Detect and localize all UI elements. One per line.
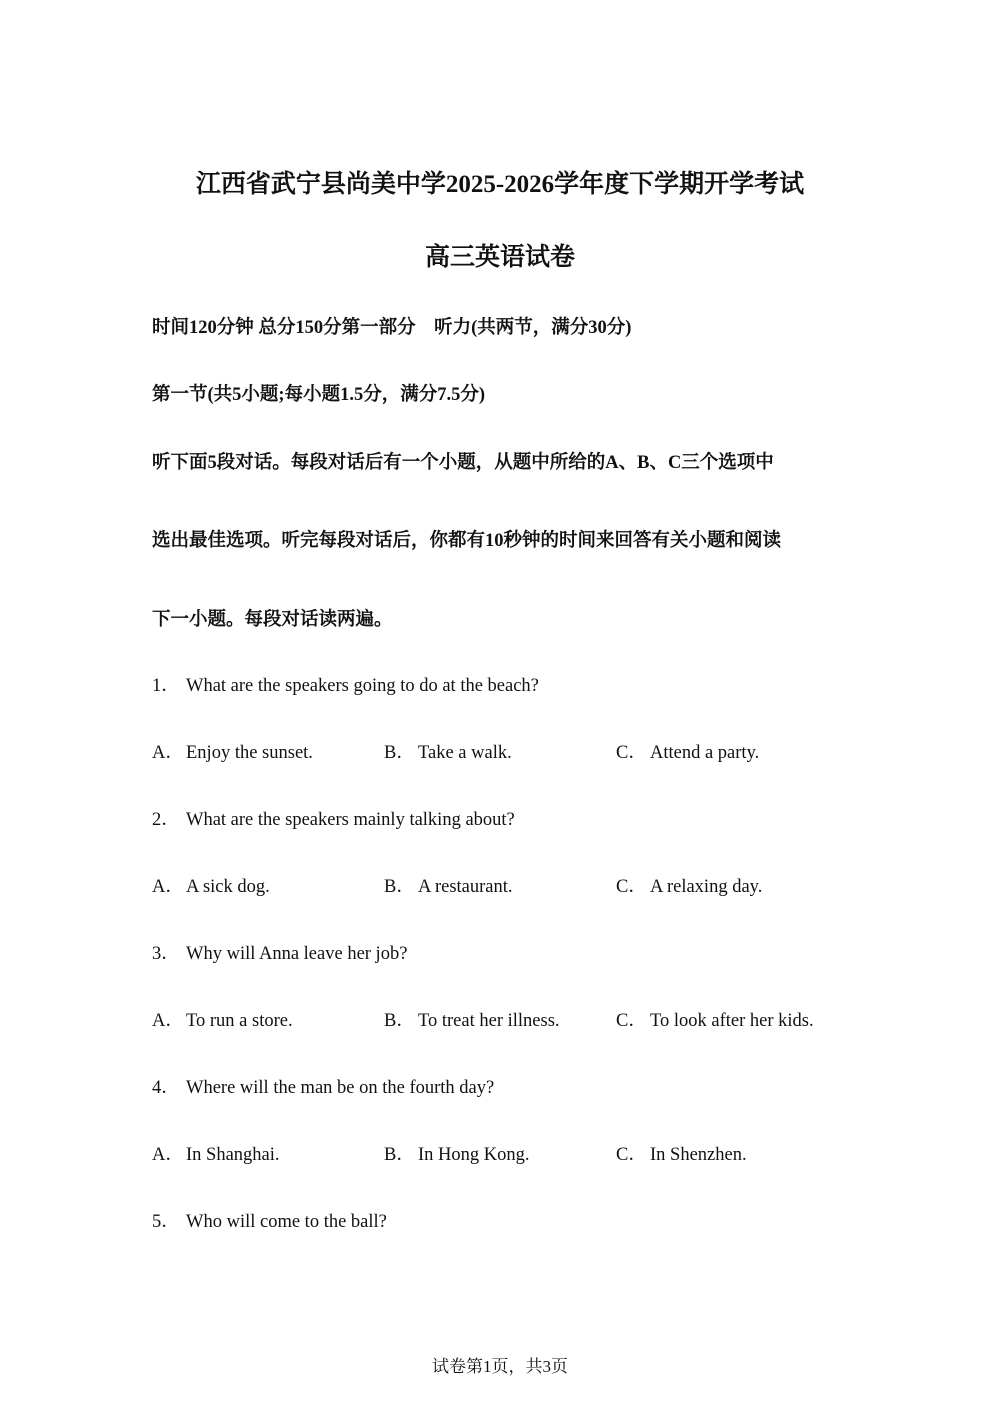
page-footer: 试卷第1页，共3页 bbox=[432, 1357, 568, 1376]
option-letter: C． bbox=[616, 1145, 647, 1165]
question-text: Who will come to the ball? bbox=[186, 1212, 387, 1232]
option-text: In Shenzhen. bbox=[650, 1145, 747, 1165]
option-text: In Shanghai. bbox=[186, 1145, 280, 1165]
instruction-line: 听下面5段对话。每段对话后有一个小题，从题中所给的A、B、C三个选项中 bbox=[152, 453, 774, 473]
question-number: 2． bbox=[152, 810, 180, 830]
option-text: To look after her kids. bbox=[650, 1011, 814, 1031]
question-1 bbox=[152, 674, 539, 698]
option-letter: A． bbox=[152, 877, 184, 897]
question-4 bbox=[152, 1076, 494, 1100]
option-text: Enjoy the sunset. bbox=[186, 743, 313, 763]
option-letter: A． bbox=[152, 1011, 184, 1031]
question-text: Why will Anna leave her job? bbox=[186, 944, 408, 964]
question-text: Where will the man be on the fourth day? bbox=[186, 1078, 495, 1098]
question-text: What are the speakers mainly talking about? bbox=[186, 810, 515, 830]
option-letter: B． bbox=[384, 1145, 415, 1165]
question-number: 3． bbox=[152, 944, 180, 964]
option-2b bbox=[384, 875, 513, 899]
exam-title: 江西省武宁县尚美中学2025-2026学年度下学期开学考试 bbox=[195, 171, 805, 198]
option-text: A restaurant. bbox=[418, 877, 513, 897]
option-text: Attend a party. bbox=[650, 743, 760, 763]
question-5 bbox=[152, 1210, 387, 1234]
question-2 bbox=[152, 808, 515, 832]
exam-info-line: 时间120分钟 总分150分第一部分 听力(共两节，满分30分) bbox=[152, 318, 632, 338]
question-text: What are the speakers going to do at the beach? bbox=[186, 676, 539, 696]
option-4c bbox=[616, 1143, 747, 1167]
option-letter: C． bbox=[616, 1011, 647, 1031]
question-3 bbox=[152, 942, 407, 966]
option-letter: A． bbox=[152, 743, 184, 763]
option-1a bbox=[152, 741, 313, 765]
option-text: A relaxing day. bbox=[650, 877, 763, 897]
instruction-line: 下一小题。每段对话读两遍。 bbox=[152, 610, 393, 630]
exam-subtitle: 高三英语试卷 bbox=[424, 244, 575, 271]
question-number: 1． bbox=[152, 676, 180, 696]
option-letter: B． bbox=[384, 1011, 415, 1031]
option-1b bbox=[384, 741, 512, 765]
instruction-line: 选出最佳选项。听完每段对话后，你都有10秒钟的时间来回答有关小题和阅读 bbox=[152, 531, 782, 551]
question-number: 4． bbox=[152, 1078, 180, 1098]
option-4b bbox=[384, 1143, 530, 1167]
option-text: A sick dog. bbox=[186, 877, 270, 897]
option-text: To treat her illness. bbox=[418, 1011, 560, 1031]
option-3c bbox=[616, 1009, 814, 1033]
option-3b bbox=[384, 1009, 560, 1033]
question-number: 5． bbox=[152, 1212, 180, 1232]
option-letter: B． bbox=[384, 743, 415, 763]
option-2a bbox=[152, 875, 270, 899]
option-letter: C． bbox=[616, 743, 647, 763]
option-3a bbox=[152, 1009, 293, 1033]
option-text: In Hong Kong. bbox=[418, 1145, 530, 1165]
option-text: To run a store. bbox=[186, 1011, 293, 1031]
option-letter: B． bbox=[384, 877, 415, 897]
option-1c bbox=[616, 741, 759, 765]
option-letter: C． bbox=[616, 877, 647, 897]
option-letter: A． bbox=[152, 1145, 184, 1165]
option-2c bbox=[616, 875, 762, 899]
section-heading: 第一节(共5小题;每小题1.5分，满分7.5分) bbox=[152, 385, 485, 405]
option-4a bbox=[152, 1143, 280, 1167]
option-text: Take a walk. bbox=[418, 743, 512, 763]
